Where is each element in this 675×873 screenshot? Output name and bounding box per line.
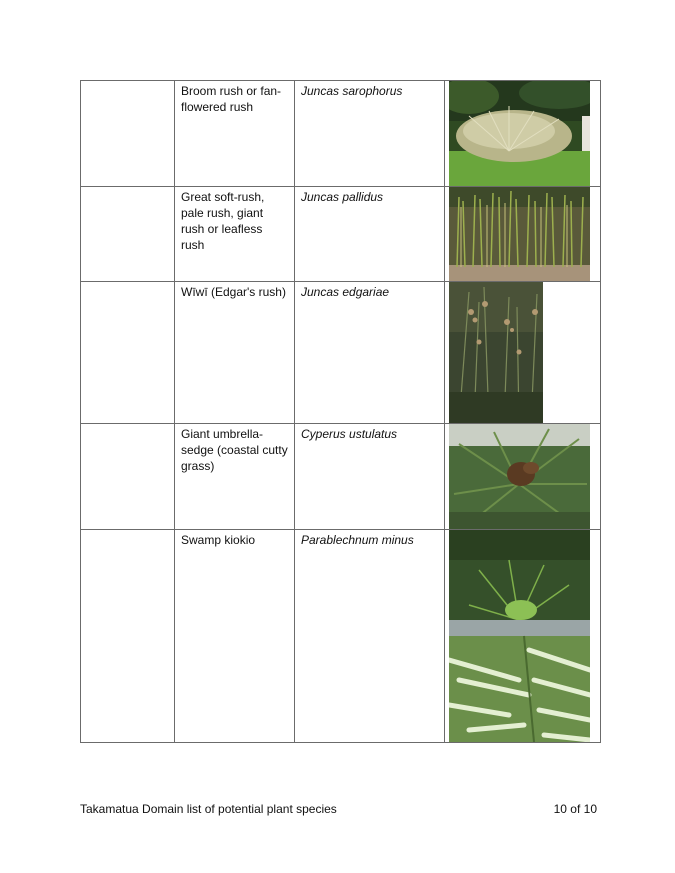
common-name: Giant umbrella-sedge (coastal cutty grass) <box>181 427 288 473</box>
common-name-cell <box>175 424 295 530</box>
scientific-name-cell <box>295 81 445 187</box>
photo-cell <box>445 187 601 282</box>
scientific-name-cell <box>295 282 445 424</box>
scientific-name-cell <box>295 530 445 743</box>
sedge-photo <box>449 424 590 529</box>
empty-cell <box>81 530 175 743</box>
photo-cell <box>445 81 601 187</box>
empty-cell <box>81 282 175 424</box>
table-row <box>81 530 601 743</box>
table-row <box>81 187 601 282</box>
scientific-name: Cyperus ustulatus <box>301 427 398 441</box>
empty-cell <box>81 81 175 187</box>
rush-seedheads-photo <box>449 282 543 423</box>
common-name-cell <box>175 282 295 424</box>
common-name-cell <box>175 187 295 282</box>
scientific-name-cell <box>295 187 445 282</box>
empty-cell <box>81 424 175 530</box>
common-name: Great soft-rush, pale rush, giant rush or leafless rush <box>181 190 265 252</box>
common-name: Swamp kiokio <box>181 533 256 547</box>
table-row <box>81 424 601 530</box>
footer-title: Takamatua Domain list of potential plant species <box>80 802 337 816</box>
plant-species-table <box>80 80 601 743</box>
empty-cell <box>81 187 175 282</box>
scientific-name: Parablechnum minus <box>301 533 414 547</box>
rush-stems-photo <box>449 187 590 281</box>
common-name: Broom rush or fan-flowered rush <box>181 84 282 114</box>
scientific-name: Juncas sarophorus <box>301 84 403 98</box>
scientific-name: Juncas edgariae <box>301 285 390 299</box>
common-name-cell <box>175 81 295 187</box>
table-row <box>81 282 601 424</box>
photo-cell <box>445 424 601 530</box>
common-name: Wīwī (Edgar's rush) <box>181 285 286 299</box>
common-name-cell <box>175 530 295 743</box>
grass-clump-photo <box>449 81 590 186</box>
scientific-name-cell <box>295 424 445 530</box>
table-row <box>81 81 601 187</box>
photo-cell <box>445 282 601 424</box>
photo-cell <box>445 530 601 743</box>
scientific-name: Juncas pallidus <box>301 190 384 204</box>
fern-photo <box>449 530 590 742</box>
page-number: 10 of 10 <box>553 802 597 816</box>
